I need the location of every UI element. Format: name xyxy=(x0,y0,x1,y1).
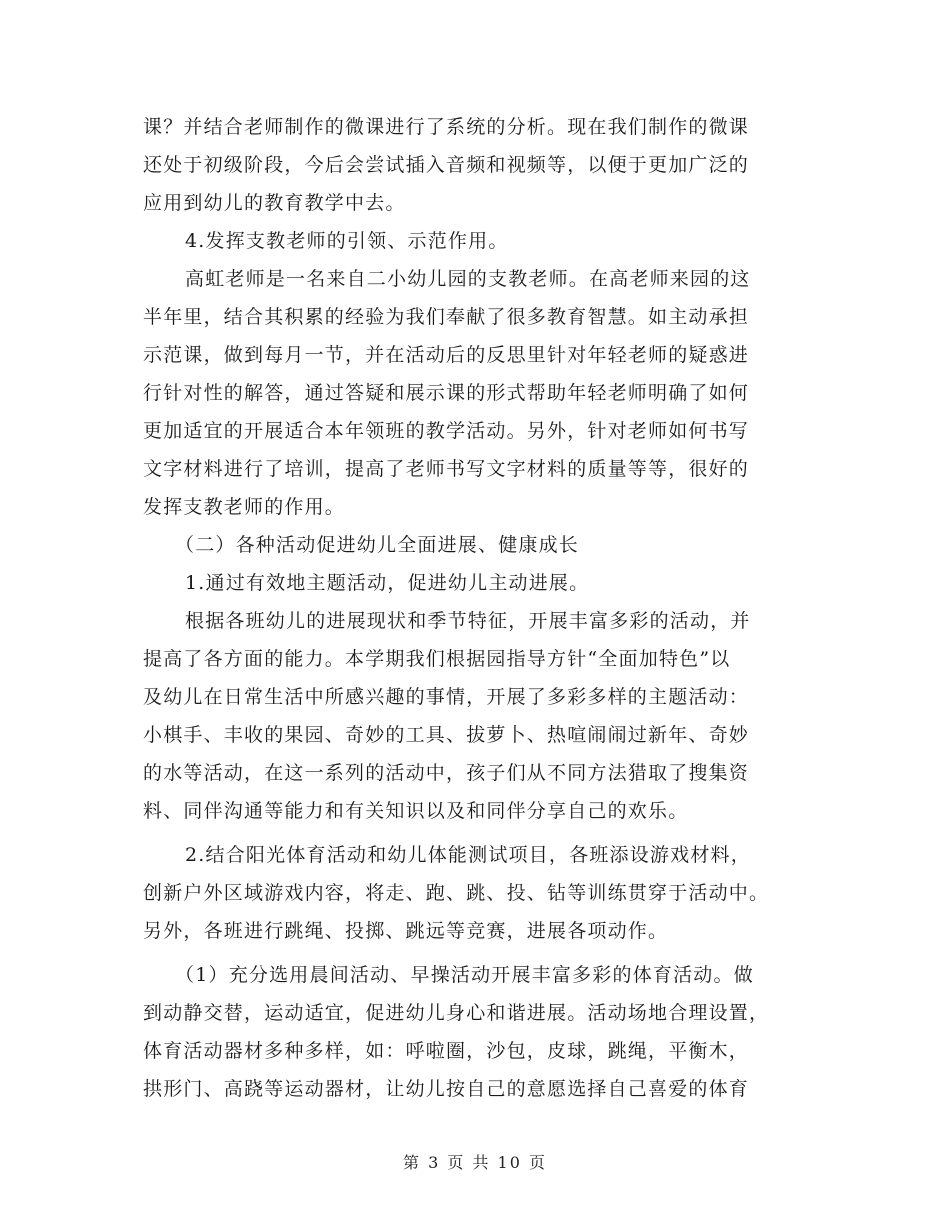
paragraph-line: 创新户外区域游戏内容，将走、跑、跳、投、钻等训练贯穿于活动中。 xyxy=(143,882,770,904)
paragraph-line: 应用到幼儿的教育教学中去。 xyxy=(143,192,406,214)
paragraph-line: 及幼儿在日常生活中所感兴趣的事情，开展了多彩多样的主题活动： xyxy=(143,686,750,708)
paragraph-line: 到动静交替，运动适宜，促进幼儿身心和谐进展。活动场地合理设置， xyxy=(143,1002,770,1024)
paragraph-line: 文字材料进行了培训，提高了老师书写文字材料的质量等等，很好的 xyxy=(143,458,750,480)
paragraph-line: 课？并结合老师制作的微课进行了系统的分析。现在我们制作的微课 xyxy=(143,116,750,138)
paragraph-line: 高虹老师是一名来自二小幼儿园的支教老师。在高老师来园的这 xyxy=(185,268,751,290)
section-heading-2: （二）各种活动促进幼儿全面进展、健康成长 xyxy=(175,534,580,556)
page-number-footer: 第 3 页 共 10 页 xyxy=(403,1153,547,1172)
paragraph-line: 提高了各方面的能力。本学期我们根据园指导方针“全面加特色”以 xyxy=(143,648,731,670)
paragraph-line: 2.结合阳光体育活动和幼儿体能测试项目，各班添设游戏材料， xyxy=(185,844,751,866)
subheading-1: 1.通过有效地主题活动，促进幼儿主动进展。 xyxy=(185,572,590,594)
paragraph-line: 拱形门、高跷等运动器材，让幼儿按自己的意愿选择自己喜爱的体育 xyxy=(143,1078,750,1100)
paragraph-line: 发挥支教老师的作用。 xyxy=(143,496,346,518)
paragraph-line: 示范课，做到每月一节，并在活动后的反思里针对年轻老师的疑惑进 xyxy=(143,344,750,366)
paragraph-line: 另外，各班进行跳绳、投掷、跳远等竞赛，进展各项动作。 xyxy=(143,920,669,942)
subheading-4: 4.发挥支教老师的引领、示范作用。 xyxy=(185,230,509,252)
paragraph-line: （1）充分选用晨间活动、早操活动开展丰富多彩的体育活动。做 xyxy=(175,964,754,986)
paragraph-line: 更加适宜的开展适合本年领班的教学活动。另外，针对老师如何书写 xyxy=(143,420,750,442)
paragraph-line: 行针对性的解答，通过答疑和展示课的形式帮助年轻老师明确了如何 xyxy=(143,382,750,404)
paragraph-line: 料、同伴沟通等能力和有关知识以及和同伴分享自己的欢乐。 xyxy=(143,800,689,822)
paragraph-line: 根据各班幼儿的进展现状和季节特征，开展丰富多彩的活动，并 xyxy=(185,610,751,632)
paragraph-line: 体育活动器材多种多样，如：呼啦圈，沙包，皮球，跳绳，平衡木， xyxy=(143,1040,750,1062)
paragraph-line: 半年里，结合其积累的经验为我们奉献了很多教育智慧。如主动承担 xyxy=(143,306,750,328)
document-body xyxy=(143,108,813,1108)
paragraph-line: 的水等活动，在这一系列的活动中，孩子们从不同方法猎取了搜集资 xyxy=(143,762,750,784)
paragraph-line: 还处于初级阶段，今后会尝试插入音频和视频等，以便于更加广泛的 xyxy=(143,154,750,176)
paragraph-line: 小棋手、丰收的果园、奇妙的工具、拔萝卜、热喧闹闹过新年、奇妙 xyxy=(143,724,750,746)
